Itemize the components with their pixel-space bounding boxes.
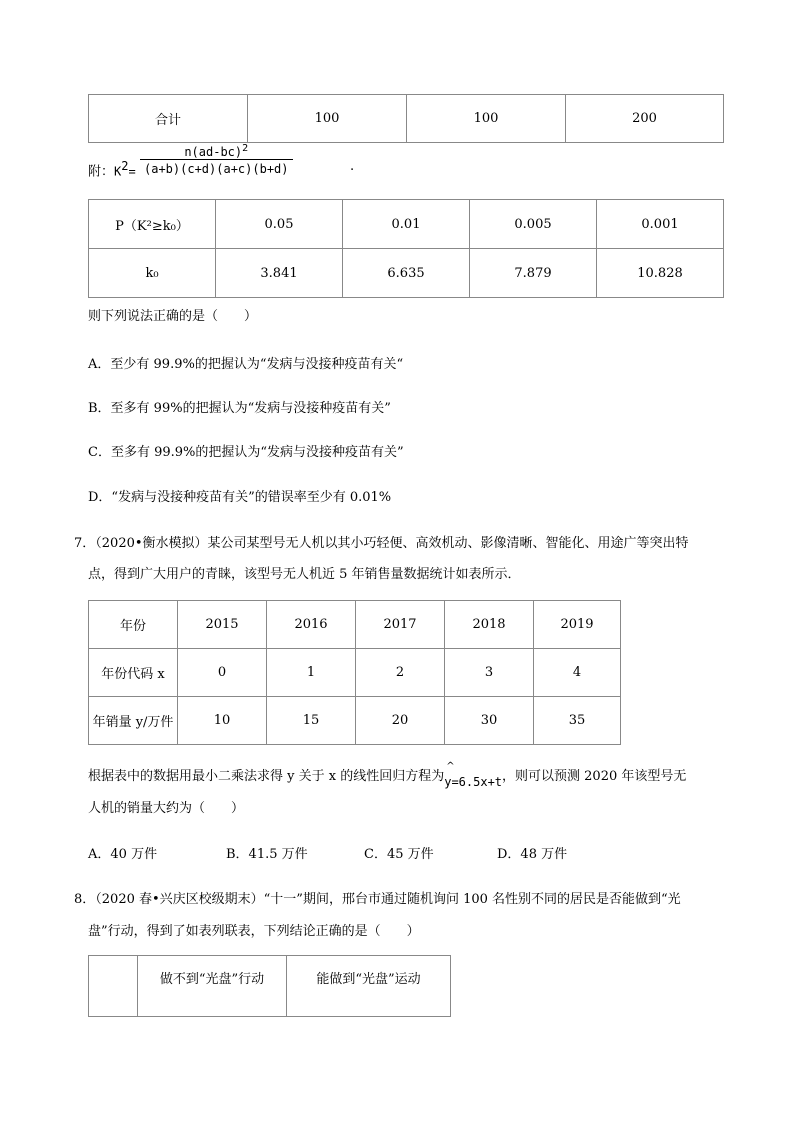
table-cell: 2 (356, 649, 445, 697)
critical-values-table (88, 199, 724, 298)
table-cell: 0.01 (343, 200, 470, 249)
q6-option-b: B．至多有 99%的把握认为“发病与没接种疫苗有关” (88, 401, 391, 416)
table-cell: 35 (534, 697, 621, 745)
numerator: n(ad-bc) (184, 145, 243, 159)
contingency-table (88, 955, 451, 1017)
q7-stem-line2: 点，得到广大用户的青睐，该型号无人机近 5 年销售量数据统计如表所示． (88, 567, 521, 582)
denominator: (a+b)(c+d)(a+c)(b+d) (140, 159, 293, 176)
table-row (89, 697, 621, 745)
table-row (89, 601, 621, 649)
table-cell: 0.005 (470, 200, 597, 249)
table-cell: 7.879 (470, 249, 597, 298)
q7-option-a: A．40 万件 (88, 847, 158, 862)
hat-symbol: ^ (446, 761, 455, 772)
table-cell: 1 (267, 649, 356, 697)
table-cell: 2016 (267, 601, 356, 649)
table-cell: 0.05 (216, 200, 343, 249)
column-header: 能做到“光盘”运动 (287, 956, 451, 1017)
table-row (89, 649, 621, 697)
column-header: 做不到“光盘”行动 (138, 956, 287, 1017)
row-header: P（K²≥k₀） (89, 200, 216, 249)
q6-option-c: C．至多有 99.9%的把握认为“发病与没接种疫苗有关” (88, 445, 404, 460)
table-cell: 0.001 (597, 200, 724, 249)
table-cell: 2017 (356, 601, 445, 649)
q7-option-d: D．48 万件 (497, 847, 568, 862)
table-cell: 10 (178, 697, 267, 745)
table-cell: 30 (445, 697, 534, 745)
table-cell: 200 (566, 95, 724, 143)
totals-table (88, 94, 724, 143)
table-row (89, 200, 724, 249)
q6-option-a: A．至少有 99.9%的把握认为“发病与没接种疫苗有关“ (88, 357, 404, 372)
total-label: 合计 (89, 95, 248, 143)
table-row (89, 249, 724, 298)
sales-table (88, 600, 621, 745)
q8-stem-line1: 8．（2020 春•兴庆区校级期末）“十一”期间，邢台市通过随机询问 100 名性别不同的居民是否能做到“光 (74, 892, 681, 907)
table-cell: 2019 (534, 601, 621, 649)
table-cell: 2018 (445, 601, 534, 649)
q7-stem-line1: 7．（2020•衡水模拟）某公司某型号无人机以其小巧轻便、高效机动、影像清晰、智能化、用途广等突出特 (74, 536, 689, 551)
q7-question-line2: 人机的销量大约为（ ） (88, 801, 245, 816)
q7-option-c: C．45 万件 (364, 847, 434, 862)
regression-equation: ^ y=6.5x+t (444, 761, 503, 789)
table-row (89, 95, 724, 143)
q8-stem-line2: 盘”行动，得到了如表列联表，下列结论正确的是（ ） (88, 924, 420, 939)
table-cell: 100 (248, 95, 407, 143)
table-cell: 6.635 (343, 249, 470, 298)
q6-stem: 则下列说法正确的是（ ） (88, 309, 258, 324)
fraction (140, 143, 293, 176)
table-cell: 0 (178, 649, 267, 697)
table-cell: 10.828 (597, 249, 724, 298)
table-cell: 3 (445, 649, 534, 697)
q6-option-d: D．“发病与没接种疫苗有关”的错误率至少有 0.01% (88, 490, 392, 505)
table-cell: 15 (267, 697, 356, 745)
row-header: k₀ (89, 249, 216, 298)
formula-period: . (350, 159, 355, 174)
table-cell: 2015 (178, 601, 267, 649)
row-header: 年销量 y/万件 (89, 697, 178, 745)
table-row (89, 956, 451, 1017)
row-header: 年份 (89, 601, 178, 649)
table-cell (89, 956, 138, 1017)
numerator-exponent: 2 (242, 143, 249, 154)
q7-question-line1 (88, 761, 687, 789)
q7-text-before-equation: 根据表中的数据用最小二乘法求得 y 关于 x 的线性回归方程为 (88, 769, 445, 784)
formula-prefix: 附： (88, 164, 115, 180)
table-cell: 3.841 (216, 249, 343, 298)
table-cell: 20 (356, 697, 445, 745)
row-header: 年份代码 x (89, 649, 178, 697)
q7-option-b: B．41.5 万件 (226, 847, 308, 862)
k-symbol: K (114, 164, 122, 179)
table-cell: 4 (534, 649, 621, 697)
q7-text-after-equation: ，则可以预测 2020 年该型号无 (502, 769, 687, 784)
table-cell: 100 (407, 95, 566, 143)
equals-sign: = (128, 164, 136, 179)
k-exponent: 2 (121, 159, 129, 173)
